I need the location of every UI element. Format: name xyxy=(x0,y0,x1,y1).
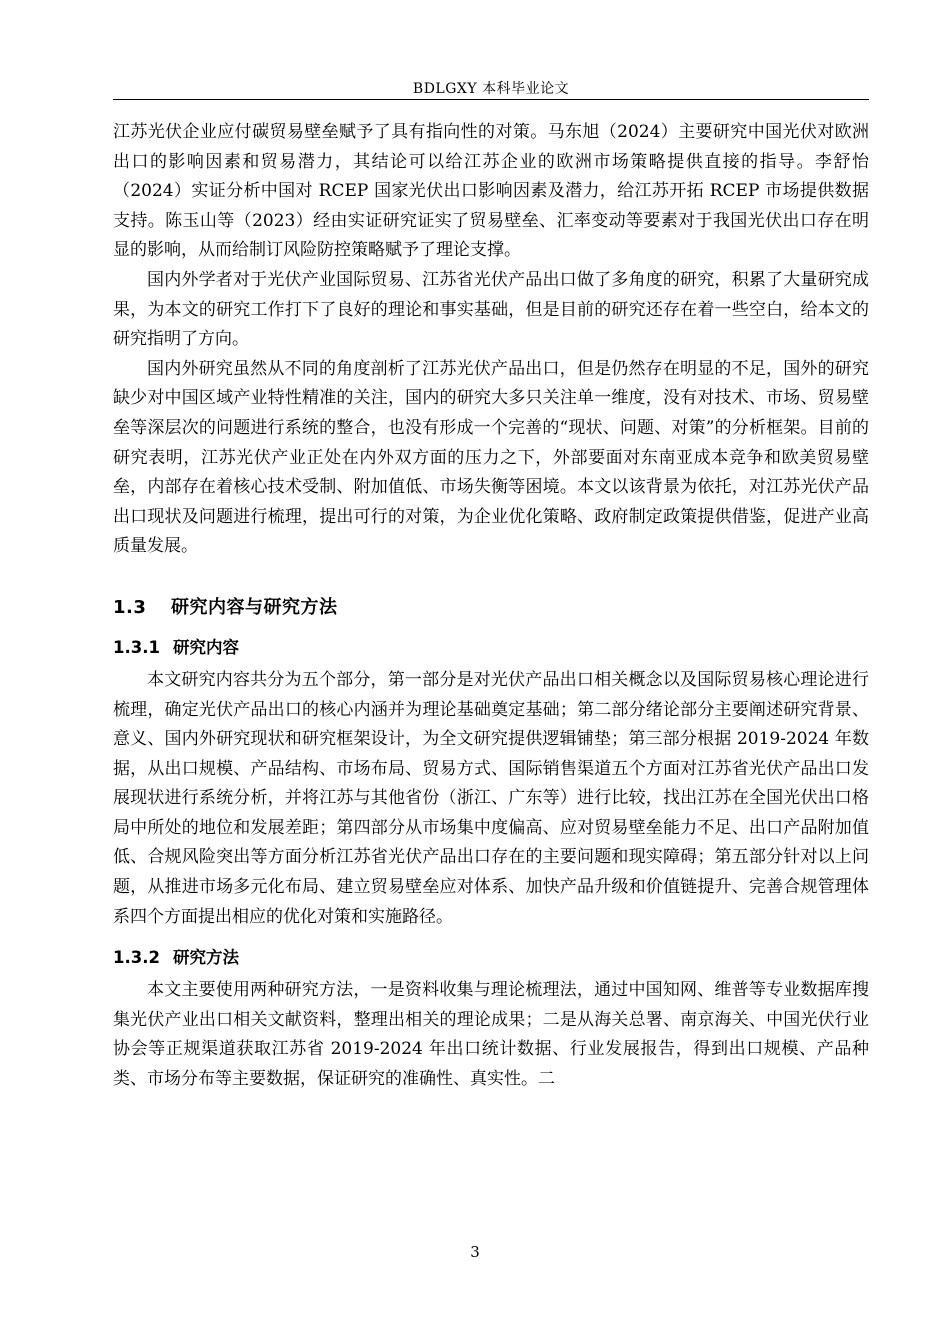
section-number: 1.3 xyxy=(113,596,147,618)
section-heading xyxy=(113,588,869,628)
subsection-heading xyxy=(113,630,869,666)
running-header: BDLGXY 本科毕业论文 xyxy=(412,81,570,97)
page-number: 3 xyxy=(470,1243,480,1261)
subsection-title: 研究方法 xyxy=(173,948,239,968)
subsection-number: 1.3.2 xyxy=(113,948,160,968)
subsection-title: 研究内容 xyxy=(173,637,239,657)
subsection-heading xyxy=(113,940,869,976)
spacer xyxy=(113,932,869,940)
page-body xyxy=(113,118,869,1095)
body-paragraph: 江苏光伏企业应付碳贸易壁垒赋予了具有指向性的对策。马东旭（2024）主要研究中国光伏对欧洲出口的影响因素和贸易潜力，其结论可以给江苏企业的欧洲市场策略提供直接的指导。李舒怡（2024）实证分析中国对 RCEP 国家光伏出口影响因素及潜力，给江苏开拓 RCEP 市场提供数据支持。陈玉山等（2023）经由实证研究证实了贸易壁垒、汇率变动等要素对于我国光伏出口存在明显的影响，从而给制订风险防控策略赋予了理论支撑。 xyxy=(113,122,869,261)
spacer xyxy=(113,562,869,588)
section-title: 研究内容与研究方法 xyxy=(171,596,338,618)
subsection-number: 1.3.1 xyxy=(113,637,160,657)
body-paragraph: 本文主要使用两种研究方法，一是资料收集与理论梳理法，通过中国知网、维普等专业数据库搜集光伏产业出口相关文献资料，整理出相关的理论成果；二是从海关总署、南京海关、中国光伏行业协会等正规渠道获取江苏省 2019-2024 年出口统计数据、行业发展报告，得到出口规模、产品种类、市场分布等主要数据，保证研究的准确性、真实性。二 xyxy=(113,980,869,1090)
body-paragraph: 国内外研究虽然从不同的角度剖析了江苏光伏产品出口，但是仍然存在明显的不足，国外的研究缺少对中国区域产业特性精准的关注，国内的研究大多只关注单一维度，没有对技术、市场、贸易壁垒等深层次的问题进行系统的整合，也没有形成一个完善的“现状、问题、对策”的分析框架。目前的研究表明，江苏光伏产业正处在内外双方面的压力之下，外部要面对东南亚成本竞争和欧美贸易壁垒，内部存在着核心技术受制、附加值低、市场失衡等困境。本文以该背景为依托，对江苏光伏产品出口现状及问题进行梳理，提出可行的对策，为企业优化策略、政府制定政策提供借鉴，促进产业高质量发展。 xyxy=(113,358,869,557)
header-rule xyxy=(113,99,869,100)
body-paragraph: 国内外学者对于光伏产业国际贸易、江苏省光伏产品出口做了多角度的研究，积累了大量研究成果，为本文的研究工作打下了良好的理论和事实基础，但是目前的研究还存在着一些空白，给本文的研究指明了方向。 xyxy=(113,269,869,350)
body-paragraph: 本文研究内容共分为五个部分，第一部分是对光伏产品出口相关概念以及国际贸易核心理论进行梳理，确定光伏产品出口的核心内涵并为理论基础奠定基础；第二部分绪论部分主要阐述研究背景、意义、国内外研究现状和研究框架设计，为全文研究提供逻辑铺垫；第三部分根据 2019-2024 年数据，从出口规模、产品结构、市场布局、贸易方式、国际销售渠道五个方面对江苏省光伏产品出口发展现状进行系统分析，并将江苏与其他省份（浙江、广东等）进行比较，找出江苏在全国光伏出口格局中所处的地位和发展差距；第四部分从市场集中度偏高、应对贸易壁垒能力不足、出口产品附加值低、合规风险突出等方面分析江苏省光伏产品出口存在的主要问题和现实障碍；第五部分针对以上问题，从推进市场多元化布局、建立贸易壁垒应对体系、加快产品升级和价值链提升、完善合规管理体系四个方面提出相应的优化对策和实施路径。 xyxy=(113,669,869,927)
